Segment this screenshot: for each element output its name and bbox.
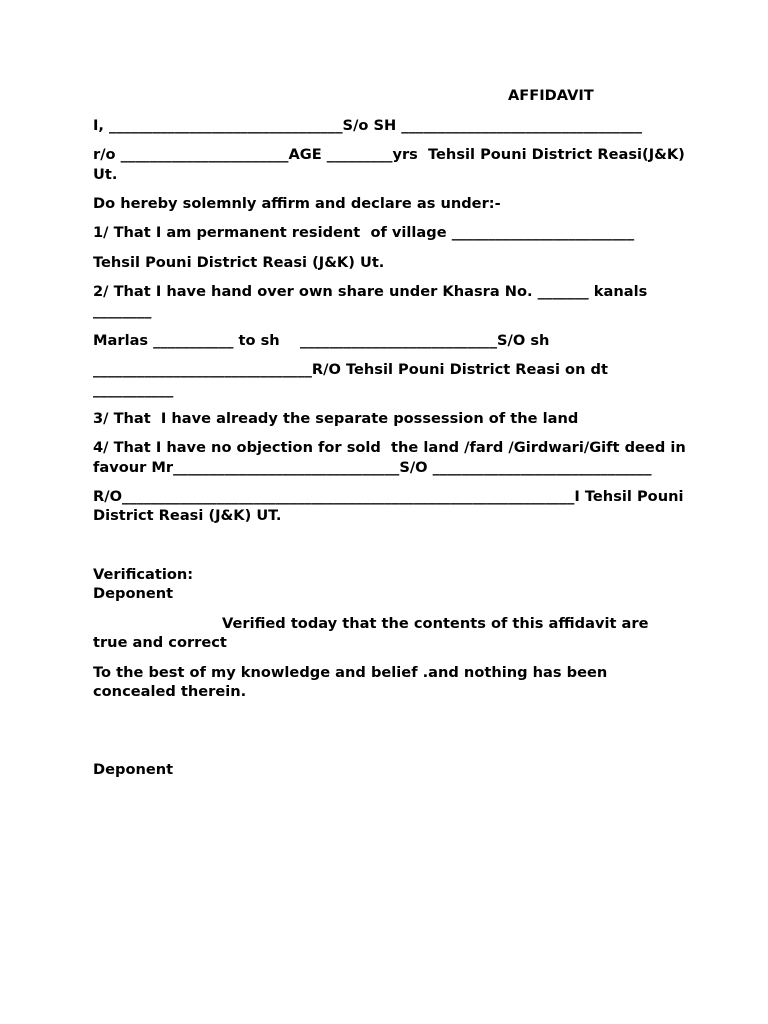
clause-2-residence-date: ______________________________R/O Tehsil Pouni District Reasi on dt ___________ xyxy=(93,361,614,398)
document-title: AFFIDAVIT xyxy=(508,87,594,104)
clause-1-tehsil: Tehsil Pouni District Reasi (J&K) Ut. xyxy=(93,253,385,271)
verification-statement: Verified today that the contents of this affidavit are xyxy=(222,614,649,632)
clause-4-residence: R/O______________________________________________________________I Tehsil Pouni District Reasi (J&K) UT. xyxy=(93,487,689,525)
declarant-name-line: I, ________________________________S/o SH _________________________________ xyxy=(93,117,643,134)
deponent-label: Deponent xyxy=(93,585,174,603)
clause-4-no-objection: 4/ That I have no objection for sold the land /fard /Girdwari/Gift deed in favour Mr_______________________________S/O ______________________________ xyxy=(93,439,691,476)
residence-age-line: r/o _______________________AGE _________yrs Tehsil Pouni District Reasi(J&K) Ut. xyxy=(93,146,690,183)
document-body xyxy=(93,116,693,789)
clause-1-resident: 1/ That I am permanent resident of village _________________________ xyxy=(93,224,635,242)
clause-2-marlas: Marlas ___________ to sh ___________________________S/O sh xyxy=(93,331,550,349)
clause-2-khasra: 2/ That I have hand over own share under Khasra No. _______ kanals ________ xyxy=(93,282,653,320)
solemn-affirmation-line: Do hereby solemnly affirm and declare as under:- xyxy=(93,195,501,213)
knowledge-belief-statement: To the best of my knowledge and belief .and nothing has been concealed therein. xyxy=(93,663,613,701)
deponent-signature-label: Deponent xyxy=(93,760,174,778)
clause-3-possession: 3/ That I have already the separate possession of the land xyxy=(93,409,579,427)
verification-statement-continued: true and correct xyxy=(93,634,227,652)
verification-label: Verification: xyxy=(93,565,194,583)
